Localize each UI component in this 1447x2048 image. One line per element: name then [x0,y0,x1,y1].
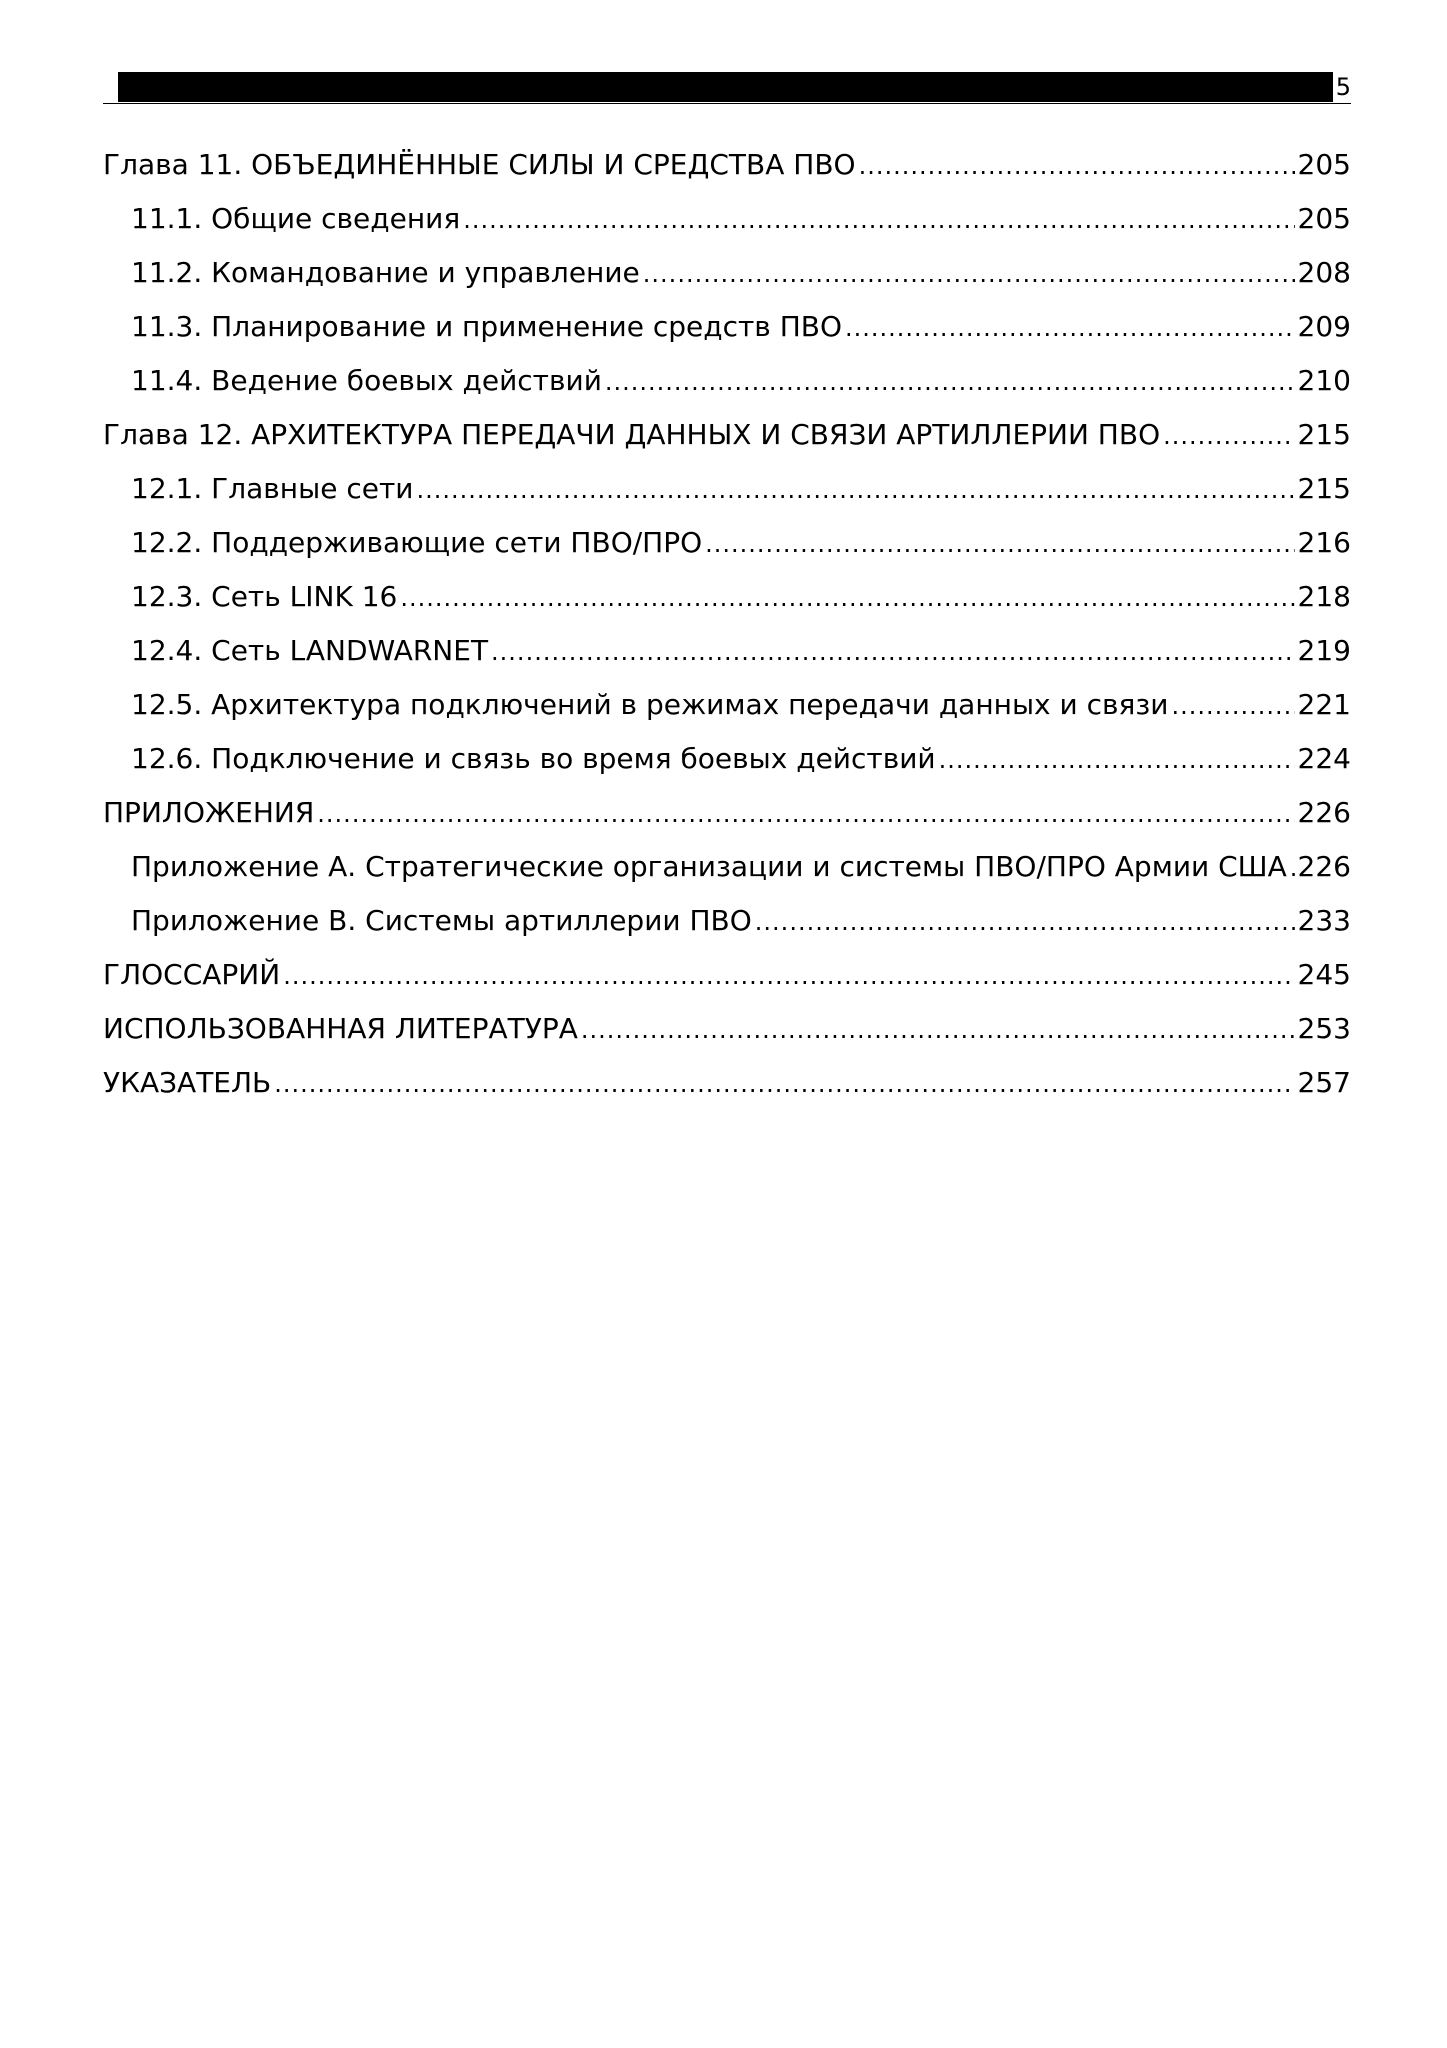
toc-entry-page-number: 205 [1297,148,1351,181]
toc-entry[interactable] [103,408,1351,462]
toc-entry-page-number: 219 [1297,634,1351,667]
toc-dot-leader [845,301,1295,355]
toc-entry-title: ПРИЛОЖЕНИЯ [103,796,315,829]
toc-dot-leader [755,895,1295,949]
toc-entry-title: 11.1. Общие сведения [131,202,461,235]
toc-subentry[interactable] [103,894,1351,948]
page-header [103,70,1351,104]
toc-entry-page-number: 257 [1297,1066,1351,1099]
toc-dot-leader [1290,841,1295,895]
toc-entry-page-number: 210 [1297,364,1351,397]
toc-entry-page-number: 208 [1297,256,1351,289]
toc-dot-leader [463,193,1294,247]
toc-entry-title: 12.6. Подключение и связь во время боевых действий [131,742,936,775]
toc-dot-leader [491,625,1295,679]
toc-dot-leader [605,355,1295,409]
toc-dot-leader [705,517,1294,571]
toc-dot-leader [859,139,1295,193]
toc-entry-page-number: 209 [1297,310,1351,343]
toc-subentry[interactable] [103,354,1351,408]
toc-dot-leader [1171,679,1294,733]
toc-entry-title: 11.4. Ведение боевых действий [131,364,602,397]
toc-entry-title: 12.1. Главные сети [131,472,414,505]
toc-entry-page-number: 245 [1297,958,1351,991]
toc-dot-leader [283,949,1294,1003]
toc-entry[interactable] [103,1002,1351,1056]
toc-entry-page-number: 205 [1297,202,1351,235]
toc-subentry[interactable] [103,732,1351,786]
toc-entry-title: Глава 12. АРХИТЕКТУРА ПЕРЕДАЧИ ДАННЫХ И СВЯЗИ АРТИЛЛЕРИИ ПВО [103,418,1161,451]
toc-dot-leader [416,463,1294,517]
toc-entry-page-number: 226 [1297,850,1351,883]
toc-dot-leader [939,733,1295,787]
toc-subentry[interactable] [103,192,1351,246]
toc-entry[interactable] [103,1056,1351,1110]
toc-dot-leader [317,787,1294,841]
toc-entry-page-number: 215 [1297,418,1351,451]
toc-entry-page-number: 218 [1297,580,1351,613]
toc-entry-page-number: 224 [1297,742,1351,775]
toc-entry[interactable] [103,138,1351,192]
toc-subentry[interactable] [103,246,1351,300]
toc-subentry[interactable] [103,624,1351,678]
toc-entry[interactable] [103,948,1351,1002]
toc-entry-title: ИСПОЛЬЗОВАННАЯ ЛИТЕРАТУРА [103,1012,578,1045]
toc-subentry[interactable] [103,570,1351,624]
toc-dot-leader [400,571,1294,625]
toc-entry-page-number: 216 [1297,526,1351,559]
toc-entry-page-number: 233 [1297,904,1351,937]
toc-subentry[interactable] [103,516,1351,570]
toc-entry-page-number: 226 [1297,796,1351,829]
toc-entry-title: Приложение А. Стратегические организации и системы ПВО/ПРО Армии США [131,850,1287,883]
toc-entry-title: 12.4. Сеть LANDWARNET [131,634,489,667]
toc-dot-leader [274,1057,1294,1111]
toc-entry-title: ГЛОССАРИЙ [103,958,281,991]
toc-entry-title: Приложение В. Системы артиллерии ПВО [131,904,752,937]
toc-entry-page-number: 215 [1297,472,1351,505]
toc-entry-title: 12.2. Поддерживающие сети ПВО/ПРО [131,526,703,559]
header-page-number: 5 [1335,73,1351,101]
toc-entry-page-number: 221 [1297,688,1351,721]
toc-entry-title: 11.3. Планирование и применение средств ПВО [131,310,843,343]
toc-entry-title: 11.2. Командование и управление [131,256,640,289]
toc-entry-title: 12.3. Сеть LINK 16 [131,580,398,613]
toc-dot-leader [581,1003,1295,1057]
toc-entry-title: 12.5. Архитектура подключений в режимах передачи данных и связи [131,688,1169,721]
toc-entry-title: УКАЗАТЕЛЬ [103,1066,272,1099]
toc-entry-page-number: 253 [1297,1012,1351,1045]
toc-subentry[interactable] [103,840,1351,894]
toc-entry[interactable] [103,786,1351,840]
toc-dot-leader [1163,409,1294,463]
toc-subentry[interactable] [103,678,1351,732]
table-of-contents [103,138,1351,1110]
toc-subentry[interactable] [103,300,1351,354]
toc-dot-leader [643,247,1295,301]
toc-subentry[interactable] [103,462,1351,516]
toc-entry-title: Глава 11. ОБЪЕДИНЁННЫЕ СИЛЫ И СРЕДСТВА ПВО [103,148,856,181]
header-redaction-bar [118,72,1333,102]
